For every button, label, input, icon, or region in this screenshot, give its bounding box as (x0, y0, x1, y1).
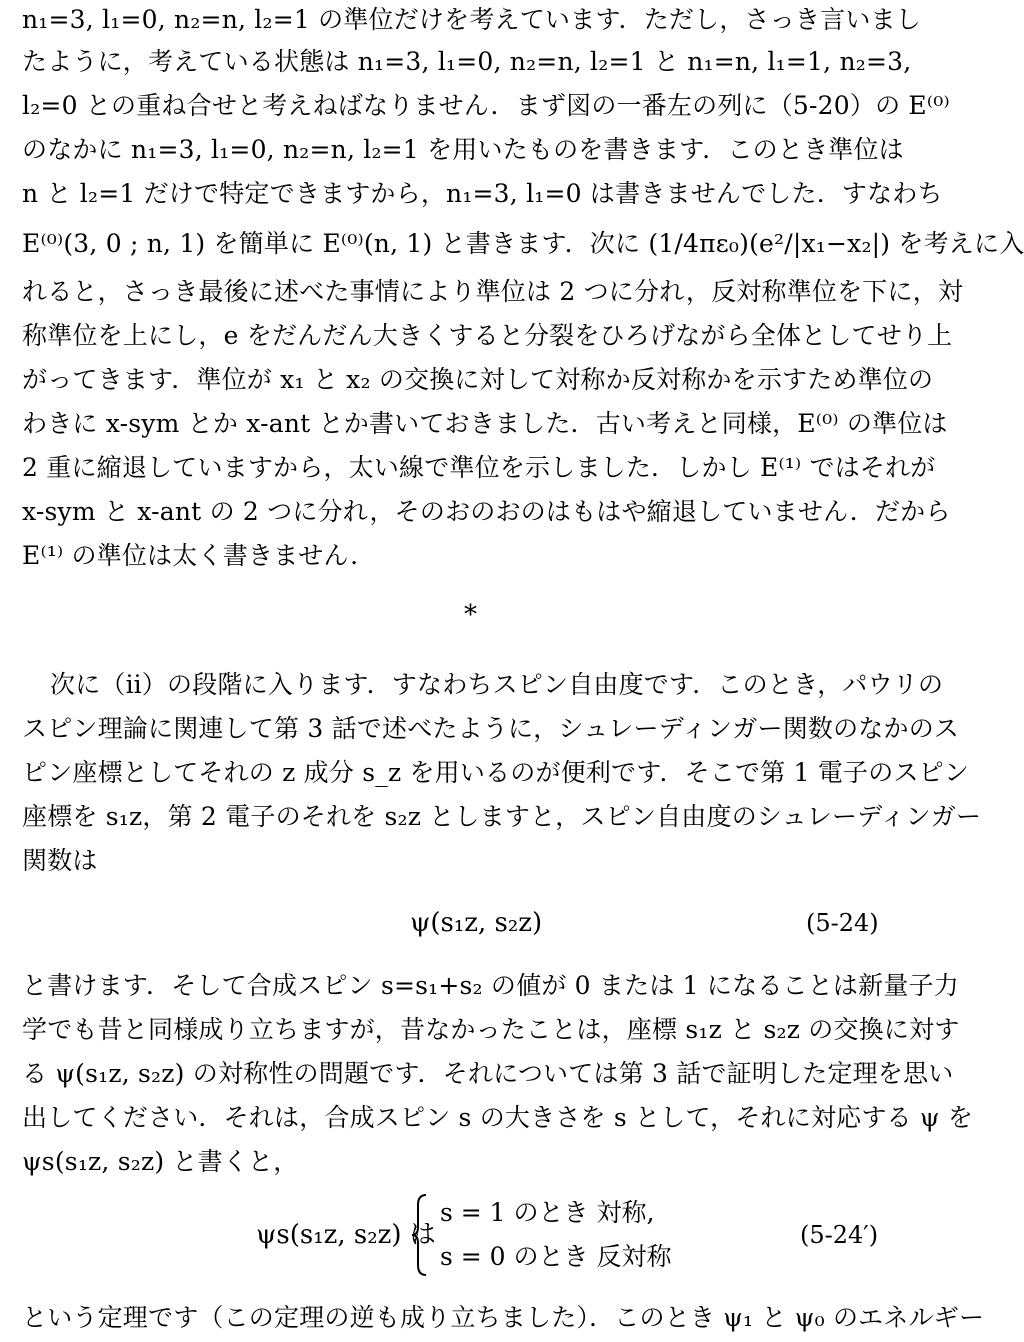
text-line: 学でも昔と同様成り立ちますが，昔なかったことは，座標 s₁z と s₂z の交換に対す (22, 1015, 960, 1044)
text-line: E⁽⁰⁾(3, 0 ; n, 1) を簡単に E⁽⁰⁾(n, 1) と書きます．次に (1/4πε₀)(e²/|x₁−x₂|) を考えに入 (22, 229, 1024, 258)
equation-case-symmetric: s = 1 のとき 対称, (440, 1198, 655, 1227)
text-line: 座標を s₁z，第 2 電子のそれを s₂z としますと，スピン自由度のシュレーディンガー (22, 802, 982, 831)
text-line: 2 重に縮退していますから，太い線で準位を示しました．しかし E⁽¹⁾ ではそれが (22, 453, 936, 482)
text-line: 出してください．それは，合成スピン s の大きさを s として，それに対応する ψ を (22, 1103, 974, 1132)
text-line: スピン理論に関連して第 3 話で述べたように，シュレーディンガー関数のなかのス (22, 714, 960, 743)
text-line: l₂=0 との重ね合せと考えねばなりません．まず図の一番左の列に（5-20）の E⁽⁰⁾ (22, 91, 950, 120)
equation-lhs: ψs(s₁z, s₂z) は (256, 1220, 436, 1250)
text-line: n と l₂=1 だけで特定できますから，n₁=3, l₁=0 は書きませんでした．すなわち (22, 179, 943, 208)
text-line: n₁=3, l₁=0, n₂=n, l₂=1 の準位だけを考えています．ただし，さっき言いまし (22, 5, 921, 34)
text-line: 関数は (22, 846, 98, 875)
section-separator: * (464, 600, 477, 630)
text-line: がってきます．準位が x₁ と x₂ の交換に対して対称か反対称かを示すため準位の (22, 365, 934, 394)
text-line: 次に（ⅱ）の段階に入ります．すなわちスピン自由度です．このとき，パウリの (50, 670, 944, 699)
text-line: たように，考えている状態は n₁=3, l₁=0, n₂=n, l₂=1 と n₁=n, l₁=1, n₂=3, (22, 47, 912, 76)
text-line: 称準位を上にし，e をだんだん大きくすると分裂をひろげながら全体としてせり上 (22, 321, 953, 350)
equation-formula: ψ(s₁z, s₂z) (410, 908, 543, 938)
text-line: E⁽¹⁾ の準位は太く書きません． (22, 541, 376, 570)
text-line: という定理です（この定理の逆も成り立ちました）．このとき ψ₁ と ψ₀ のエネルギー (22, 1303, 985, 1332)
text-line: ピン座標としてそれの z 成分 s_z を用いるのが便利です．そこで第 1 電子のスピン (22, 758, 970, 787)
left-brace-icon (410, 1193, 430, 1277)
equation-case-antisymmetric: s = 0 のとき 反対称 (440, 1242, 672, 1271)
equation-number: (5-24) (806, 909, 879, 937)
text-line: る ψ(s₁z, s₂z) の対称性の問題です．それについては第 3 話で証明した定理を思い (22, 1059, 954, 1088)
text-line: と書けます．そして合成スピン s=s₁+s₂ の値が 0 または 1 になることは新量子力 (22, 971, 959, 1000)
text-line: x-sym と x-ant の 2 つに分れ，そのおのおのはもはや縮退していません．だから (22, 497, 951, 526)
text-line: のなかに n₁=3, l₁=0, n₂=n, l₂=1 を用いたものを書きます．このとき準位は (22, 135, 904, 164)
text-line: ψs(s₁z, s₂z) と書くと， (22, 1147, 299, 1176)
equation-number: (5-24′) (800, 1221, 879, 1249)
text-line: れると，さっき最後に述べた事情により準位は 2 つに分れ，反対称準位を下に，対 (22, 277, 964, 306)
text-line: わきに x-sym とか x-ant とか書いておきました．古い考えと同様，E⁽⁰⁾ の準位は (22, 409, 948, 438)
